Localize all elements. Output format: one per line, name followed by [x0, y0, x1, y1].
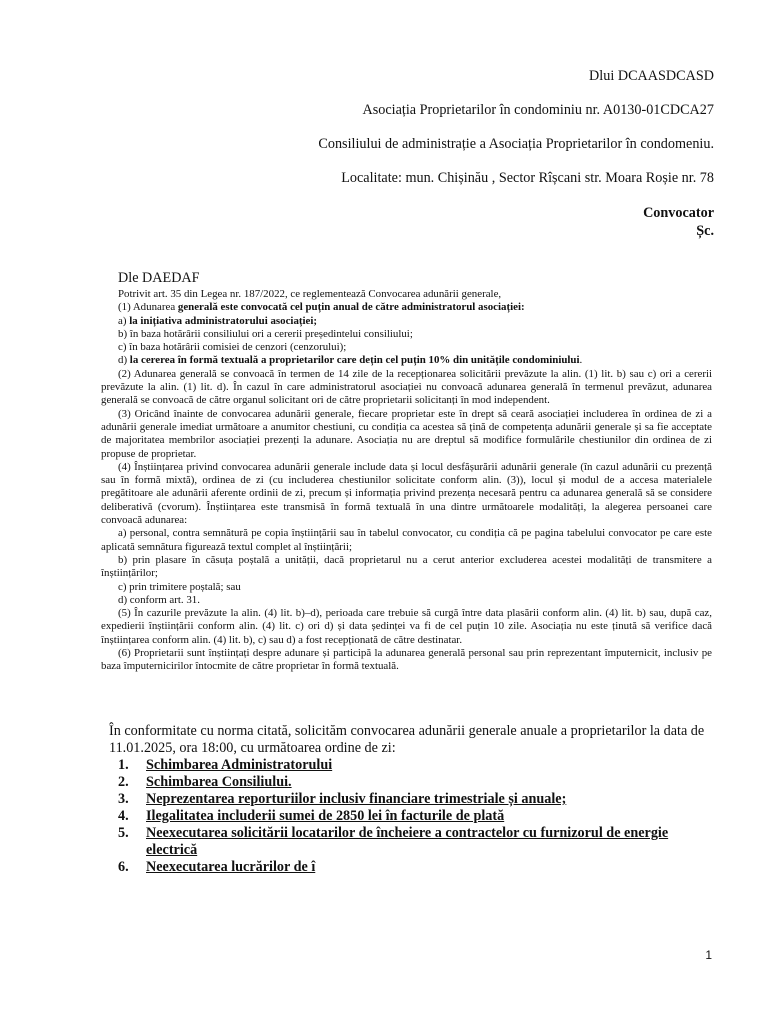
law-item-b: b) în baza hotărârii consiliului ori a cererii președintelui consiliului; [118, 327, 413, 340]
agenda-item: 1. Schimbarea Administratorului [118, 757, 333, 773]
law-item-d: d) la cererea în formă textuală a proprietarilor care dețin cel puțin 10% din unitățile condominiului. [118, 354, 583, 367]
page-number: 1 [705, 948, 712, 962]
agenda-item: 5. Neexecutarea solicitării locatarilor de încheiere a contractelor cu furnizorul de energie electrică [118, 825, 669, 858]
agenda-list [109, 757, 714, 876]
salutation: Dle DAEDAF [118, 270, 200, 286]
agenda-item: 3. Neprezentarea reporturiilor inclusiv financiare trimestriale și anuale; [118, 791, 567, 807]
law-item-4c: c) prin trimitere poștală; sau [118, 580, 241, 593]
locality-line: Localitate: mun. Chișinău , Sector Rîșcani str. Moara Roșie nr. 78 [341, 170, 714, 186]
law-item-a: a) la inițiativa administratorului asociației; [118, 314, 318, 327]
convocator-title: Convocator [643, 205, 714, 221]
law-paragraph-1: (1) Adunarea generală este convocată cel puțin anual de către administratorul asociației: [118, 301, 525, 314]
law-intro: Potrivit art. 35 din Legea nr. 187/2022, ce reglementează Convocarea adunării generale, [118, 288, 502, 300]
law-paragraph-6: (6) Proprietarii sunt înștiințați despre adunare și participă la adunarea generală personal sau prin reprezentant împuternicit, inclusiv pe baza împuternicirilor întocmite de către proprietar în formă textuală. [101, 647, 712, 673]
association-line: Asociația Proprietarilor în condominiu nr. A0130-01CDCA27 [362, 102, 714, 118]
request-section [109, 723, 714, 876]
law-item-4d: d) conform art. 31. [118, 593, 200, 606]
law-item-c: c) în baza hotărârii comisiei de cenzori (cenzorului); [118, 341, 347, 354]
law-paragraph-5: (5) În cazurile prevăzute la alin. (4) lit. b)–d), perioada care trebuie să curgă între data plasării conform alin. (4) lit. b) sau, după caz, expedierii înștiințării conform alin. (4) lit. c) ori d) și data ședinței va fi de cel puțin 10 zile. Asociația nu este ținută să verifice dacă înștiințarea conform alin. (4) lit. b), c) sau d) a fost recepționată de către destinatar. [101, 607, 712, 646]
law-paragraph-4: (4) Înștiințarea privind convocarea adunării generale include data și locul desfășurării adunării generale (în cazul adunării cu prezență sau în formă mixtă), ordinea de zi (cu includerea chestiunilor solicitate conform alin. (3)), locul și modul de a accesa materialele pregătitoare ale adunării aferente ordinii de zi, precum și informația privind prezența necesară pentru ca adunarea generală să se considere deliberativă (cvorum). Înștiințarea este transmisă în formă textuală în una dintre următoarele modalități, la alegerea persoanei care convoacă adunarea: [101, 460, 712, 527]
agenda-item: 6. Neexecutarea lucrărilor de î [118, 859, 316, 875]
law-excerpt [101, 288, 712, 674]
agenda-item: 4. Ilegalitatea includerii sumei de 2850 lei în facturile de plată [118, 808, 505, 824]
law-paragraph-2: (2) Adunarea generală se convoacă în termen de 14 zile de la recepționarea solicitării prevăzute la alin. (1) lit. b) sau c) ori a cererii prevăzute la alin. (1) lit. d). În cazul în care administratorul asociației nu convoacă adunarea generală în termenul prevăzut, adunarea generală se convoacă de către organul solicitant ori de către proprietarii solicitanți în mod independent. [101, 367, 712, 407]
law-paragraph-3: (3) Oricând înainte de convocarea adunării generale, fiecare proprietar este în drept să ceară asociației includerea în ordinea de zi a adunării generale imediat următoare a anumitor chestiuni, cu condiția ca acestea să țină de competența adunării generale și sa fie acceptate de majoritatea membrilor asociației prezenți la adunare. Asociația nu are dreptul să modifice formulările chestiunilor din ordinea de zi propuse de proprietar. [101, 407, 712, 460]
council-line: Consiliului de administrație a Asociația Proprietarilor în condomeniu. [318, 136, 714, 152]
law-item-4a: a) personal, contra semnătură pe copia înștiințării sau în tabelul convocator, cu condiția că pe pagina tabelului convocator pe care este aplicată semnătura figurează textul complet al înștiințării; [101, 527, 712, 553]
sc-line: Șc. [696, 223, 714, 239]
agenda-item: 2. Schimbarea Consiliului. [118, 774, 292, 790]
request-text: În conformitate cu norma citată, solicităm convocarea adunării generale anuale a proprietarilor la data de 11.01.2025, ora 18:00, cu următoarea ordine de zi: [109, 723, 705, 756]
recipient-line: Dlui DCAASDCASD [589, 68, 714, 84]
law-item-4b: b) prin plasare în căsuța poștală a unității, dacă proprietarul nu a cerut anterior excluderea acestei modalități de transmitere a înștiințărilor; [101, 553, 712, 580]
